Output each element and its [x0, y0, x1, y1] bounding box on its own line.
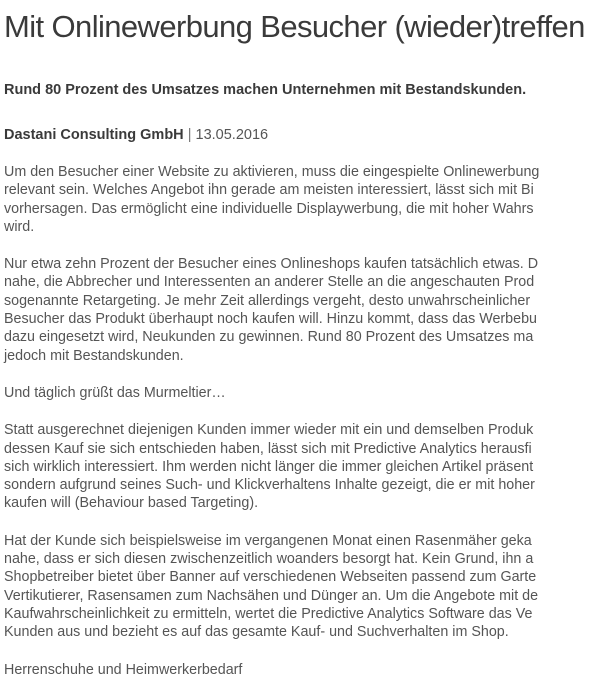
paragraph-line: Shopbetreiber bietet über Banner auf verschiedenen Webseiten passend zum Garte [4, 569, 537, 586]
paragraph-line: nahe, dass er sich diesen zwischenzeitlich woanders besorgt hat. Kein Grund, ihn a [4, 551, 534, 568]
paragraph-line: vorhersagen. Das ermöglicht eine individuelle Displaywerbung, die mit hoher Wahrs [4, 200, 534, 217]
paragraph-line: Hat der Kunde sich beispielsweise im vergangenen Monat einen Rasenmäher geka [4, 532, 532, 549]
article-title: Mit Onlinewerbung Besucher (wieder)treffen [4, 9, 585, 44]
paragraph-line: sich wirklich interessiert. Ihm werden nicht länger die immer gleichen Artikel präsent [4, 458, 534, 475]
paragraph-line: relevant sein. Welches Angebot ihn gerade am meisten interessiert, lässt sich mit Bi [4, 182, 534, 199]
paragraph-line: sondern aufgrund seines Such- und Klickverhaltens Inhalte gezeigt, die er mit hoher [4, 477, 535, 494]
paragraph-line: Statt ausgerechnet diejenigen Kunden immer wieder mit ein und demselben Produk [4, 422, 534, 439]
article-body [4, 163, 604, 679]
paragraph-line: nahe, die Abbrecher und Interessenten an anderer Stelle an die angeschauten Prod [4, 274, 535, 291]
paragraph-line: Und täglich grüßt das Murmeltier… [4, 384, 226, 401]
paragraph-line: wird. [4, 218, 35, 235]
paragraph [4, 532, 604, 642]
paragraph-line: Nur etwa zehn Prozent der Besucher eines Onlineshops kaufen tatsächlich etwas. D [4, 256, 539, 273]
article-lead: Rund 80 Prozent des Umsatzes machen Unternehmen mit Bestandskunden. [4, 82, 527, 98]
article-meta [4, 126, 604, 144]
paragraph-line: dessen Kauf sie sich entschieden haben, lässt sich mit Predictive Analytics herausfi [4, 440, 532, 457]
paragraph-line: jedoch mit Bestandskunden. [4, 347, 184, 364]
paragraph-line: Um den Besucher einer Website zu aktivieren, muss die eingespielte Onlinewerbung [4, 164, 540, 180]
subheading [4, 384, 604, 402]
paragraph-line: Kaufwahrscheinlichkeit zu ermitteln, wertet die Predictive Analytics Software das Ve [4, 605, 533, 622]
paragraph [4, 163, 604, 236]
paragraph-line: Kunden aus und bezieht es auf das gesamte Kauf- und Suchverhalten im Shop. [4, 624, 509, 641]
paragraph-line: sogenannte Retargeting. Je mehr Zeit allerdings vergeht, desto unwahrscheinlicher [4, 292, 531, 309]
article [4, 0, 604, 679]
paragraph-line: kaufen will (Behaviour based Targeting). [4, 495, 259, 512]
author-name: Dastani Consulting GmbH [4, 127, 184, 143]
paragraph [4, 421, 604, 512]
paragraph-line: Besucher das Produkt überhaupt noch kaufen will. Hinzu kommt, dass das Werbebu [4, 311, 537, 328]
meta-separator: | [187, 127, 192, 143]
publish-date: 13.05.2016 [195, 127, 269, 143]
paragraph-line: dazu eingesetzt wird, Neukunden zu gewinnen. Rund 80 Prozent des Umsatzes ma [4, 329, 534, 346]
paragraph-line: Herrenschuhe und Heimwerkerbedarf [4, 661, 243, 678]
paragraph [4, 255, 604, 365]
paragraph-line: Vertikutierer, Rasensamen zum Nachsähen und Dünger an. Um die Angebote mit de [4, 587, 539, 604]
